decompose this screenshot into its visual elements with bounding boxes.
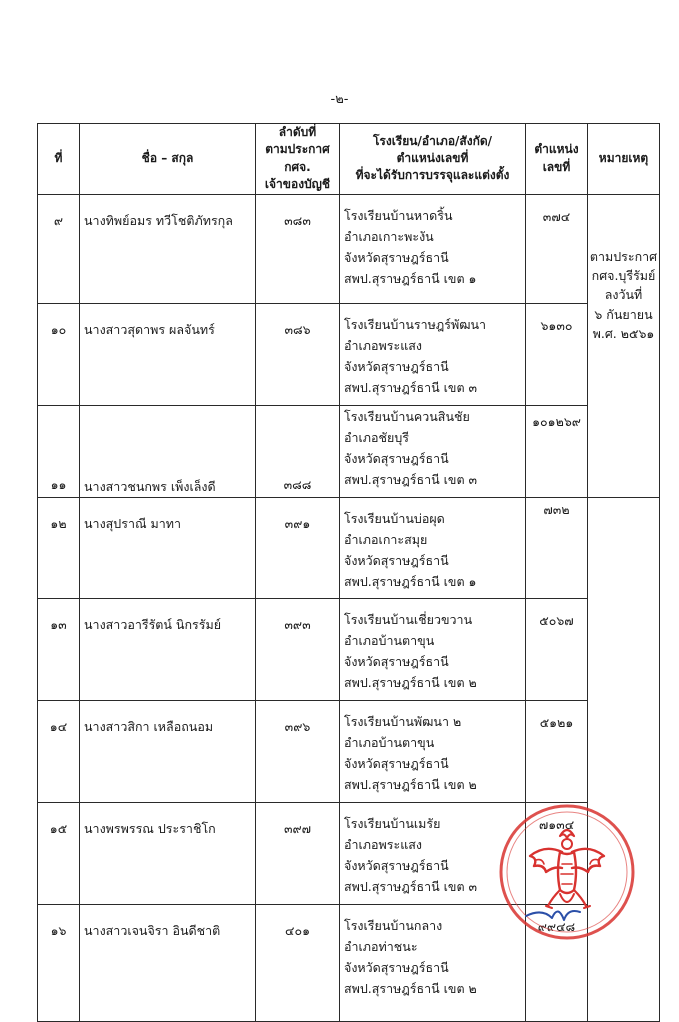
school-line: สพป.สุราษฎร์ธานี เขต ๓ <box>344 471 478 487</box>
cell-position: ๗๑๓๔ <box>526 802 588 904</box>
school-line: จังหวัดสุราษฎร์ธานี <box>344 959 449 975</box>
cell-no: ๑๑ <box>38 405 80 497</box>
school-line: จังหวัดสุราษฎร์ธานี <box>344 249 449 265</box>
page-number: -๒- <box>330 92 349 107</box>
note-line: ตามประกาศ <box>589 248 658 264</box>
school-line: โรงเรียนบ้านหาดริ้น <box>344 207 453 223</box>
cell-name: นางสาวชนกพร เพ็งเล็งดี <box>80 405 256 497</box>
table-row <box>38 497 660 598</box>
school-line: อำเภอบ้านตาขุน <box>344 734 435 750</box>
cell-note <box>588 194 660 497</box>
cell-name: นางพรพรรณ ประราชิโก <box>80 802 256 904</box>
header-seq-line: ตามประกาศ กศจ. <box>265 142 330 174</box>
cell-seq: ๓๙๑ <box>256 497 340 598</box>
cell-name: นางทิพย์อมร ทวีโชติภัทรกุล <box>80 194 256 303</box>
school-line: อำเภอเกาะสมุย <box>344 531 428 547</box>
cell-position: ๖๑๓๐ <box>526 303 588 405</box>
cell-name: นางสาวสุดาพร ผลจันทร์ <box>80 303 256 405</box>
school-line: สพป.สุราษฎร์ธานี เขต ๓ <box>344 379 478 395</box>
cell-position: ๓๗๔ <box>526 194 588 303</box>
school-line: สพป.สุราษฎร์ธานี เขต ๑ <box>344 270 477 286</box>
cell-no: ๑๕ <box>38 802 80 904</box>
school-line: อำเภอพระแสง <box>344 836 423 852</box>
school-line: จังหวัดสุราษฎร์ธานี <box>344 857 449 873</box>
cell-name: นางสาวสิกา เหลือถนอม <box>80 700 256 802</box>
cell-name: นางสาวอารีรัตน์ นิกรรัมย์ <box>80 598 256 700</box>
school-line: อำเภอชัยบุรี <box>344 429 410 445</box>
header-school-line: ตำแหน่งเลขที่ <box>396 151 469 166</box>
header-school-line: โรงเรียน/อำเภอ/สังกัด/ <box>372 133 493 148</box>
cell-position: ๕๑๒๑ <box>526 700 588 802</box>
header-note: หมายเหตุ <box>588 124 660 195</box>
school-line: โรงเรียนบ้านเมรัย <box>344 815 441 831</box>
cell-school <box>340 598 526 700</box>
note-line: ๖ กันยายน <box>594 306 653 322</box>
note-line: กศจ.บุรีรัมย์ <box>591 267 656 283</box>
cell-no: ๑๔ <box>38 700 80 802</box>
cell-no: ๑๐ <box>38 303 80 405</box>
school-line: อำเภอพระแสง <box>344 337 423 353</box>
school-line: โรงเรียนบ้านบ่อผุด <box>344 510 445 526</box>
cell-school <box>340 700 526 802</box>
cell-seq: ๔๐๑ <box>256 904 340 1021</box>
school-line: สพป.สุราษฎร์ธานี เขต ๓ <box>344 878 478 894</box>
cell-school <box>340 194 526 303</box>
header-seq-line: ลำดับที่ <box>278 125 317 139</box>
cell-school <box>340 405 526 497</box>
cell-no: ๑๖ <box>38 904 80 1021</box>
header-name: ชื่อ – สกุล <box>80 124 256 195</box>
note-line: พ.ศ. ๒๕๖๑ <box>592 326 655 342</box>
header-no: ที่ <box>38 124 80 195</box>
school-line: โรงเรียนบ้านควนสินชัย <box>344 408 470 424</box>
school-line: จังหวัดสุราษฎร์ธานี <box>344 358 449 374</box>
school-line: อำเภอเกาะพะงัน <box>344 228 434 244</box>
header-school-line: ที่จะได้รับการบรรจุและแต่งตั้ง <box>355 168 510 183</box>
school-line: สพป.สุราษฎร์ธานี เขต ๒ <box>344 776 477 792</box>
school-line: อำเภอท่าชนะ <box>344 938 418 954</box>
school-line: จังหวัดสุราษฎร์ธานี <box>344 450 449 466</box>
header-seq-line: เจ้าของบัญชี <box>264 177 331 192</box>
school-line: สพป.สุราษฎร์ธานี เขต ๒ <box>344 980 477 996</box>
school-line: สพป.สุราษฎร์ธานี เขต ๒ <box>344 674 477 690</box>
table-row <box>38 303 660 405</box>
table-row <box>38 194 660 303</box>
cell-name: นางสุปราณี มาทา <box>80 497 256 598</box>
cell-no: ๑๓ <box>38 598 80 700</box>
table-row <box>38 598 660 700</box>
table-row <box>38 700 660 802</box>
cell-school <box>340 497 526 598</box>
cell-position: ๑๐๑๒๖๙ <box>526 405 588 497</box>
cell-name: นางสาวเจนจิรา อินดีชาติ <box>80 904 256 1021</box>
cell-seq: ๓๙๓ <box>256 598 340 700</box>
header-position <box>526 124 588 195</box>
school-line: โรงเรียนบ้านกลาง <box>344 917 443 933</box>
table-row <box>38 405 660 497</box>
cell-seq: ๓๙๖ <box>256 700 340 802</box>
school-line: จังหวัดสุราษฎร์ธานี <box>344 552 449 568</box>
garuda-seal-icon <box>490 794 644 948</box>
header-seq <box>256 124 340 195</box>
school-line: โรงเรียนบ้านพัฒนา ๒ <box>344 713 462 729</box>
cell-seq: ๓๘๓ <box>256 194 340 303</box>
note-line: ลงวันที่ <box>604 287 643 303</box>
header-position-line: เลขที่ <box>542 159 571 174</box>
cell-position: ๕๐๖๗ <box>526 598 588 700</box>
cell-no: ๑๒ <box>38 497 80 598</box>
school-line: โรงเรียนบ้านเชี่ยวขวาน <box>344 611 473 627</box>
cell-no: ๙ <box>38 194 80 303</box>
school-line: โรงเรียนบ้านราษฎร์พัฒนา <box>344 316 487 332</box>
cell-seq: ๓๘๖ <box>256 303 340 405</box>
header-position-line: ตำแหน่ง <box>534 142 579 157</box>
school-line: อำเภอบ้านตาขุน <box>344 632 435 648</box>
school-line: จังหวัดสุราษฎร์ธานี <box>344 755 449 771</box>
header-school <box>340 124 526 195</box>
cell-school <box>340 303 526 405</box>
cell-position: ๗๓๒ <box>526 497 588 598</box>
cell-seq: ๓๙๗ <box>256 802 340 904</box>
school-line: จังหวัดสุราษฎร์ธานี <box>344 653 449 669</box>
school-line: สพป.สุราษฎร์ธานี เขต ๑ <box>344 573 477 589</box>
cell-seq: ๓๘๘ <box>256 405 340 497</box>
table-header-row <box>38 124 660 195</box>
cell-position: ๙๙๔๘ <box>526 904 588 1021</box>
